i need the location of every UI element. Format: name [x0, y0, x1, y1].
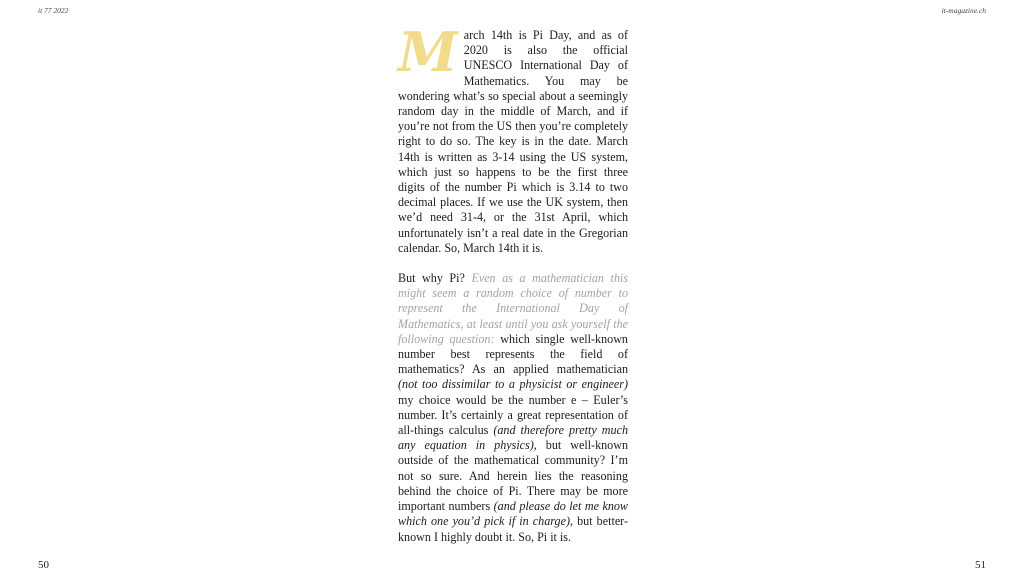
header-website: it-magazine.ch	[941, 6, 986, 15]
paragraph-1	[398, 20, 628, 256]
article-body	[398, 20, 629, 545]
paragraph-1-text: arch 14th is Pi Day, and as of 2020 is also the official UNESCO International Day of Mathematics. You may be wondering what’s so special about a seemingly random day in the middle of March, and if you’re not from the US then you’re completely right to do so. The key is in the date. March 14th is written as 3-14 using the US system, which just so happens to be the first three digits of the number Pi which is 3.14 to two decimal places. If we use the UK system, then we’d need 31-4, or the 31st April, which unfortunately isn’t a real date in the Gregorian calendar. So, March 14th it is.	[398, 28, 628, 255]
page-number-right: 51	[975, 559, 986, 571]
page-number-left: 50	[38, 559, 49, 571]
p2-aside-3: (and please do let me know which one you’d pick if in charge)	[398, 499, 628, 529]
p2-aside-1: (not too dissimilar to a physicist or engineer)	[398, 377, 628, 392]
p2-text-2: which single well-known number best represents the field of mathematics? As an applied mathematician	[398, 331, 628, 377]
drop-cap: M	[398, 20, 458, 84]
header-issue: it 77 2022	[38, 6, 69, 15]
p2-pull-quote: Even as a mathematician this might seem a random choice of number to represent the International Day of Mathematics, at least until you ask yourself the following question:	[398, 271, 628, 346]
p2-aside-2: (and therefore pretty much any equation in physics)	[398, 423, 628, 453]
paragraph-2	[398, 271, 628, 545]
p2-text-4: , but well-known outside of the mathematical community? I’m not so sure. And herein lies the reasoning behind the choice of Pi. There may be more important numbers	[398, 438, 629, 514]
p2-text-3: my choice would be the number e – Euler’s number. It’s certainly a great representation of all-things calculus	[398, 392, 628, 438]
p2-text-1: But why Pi?	[398, 271, 472, 286]
p2-text-5: , but better-known I highly doubt it. So, Pi it is.	[398, 514, 628, 544]
